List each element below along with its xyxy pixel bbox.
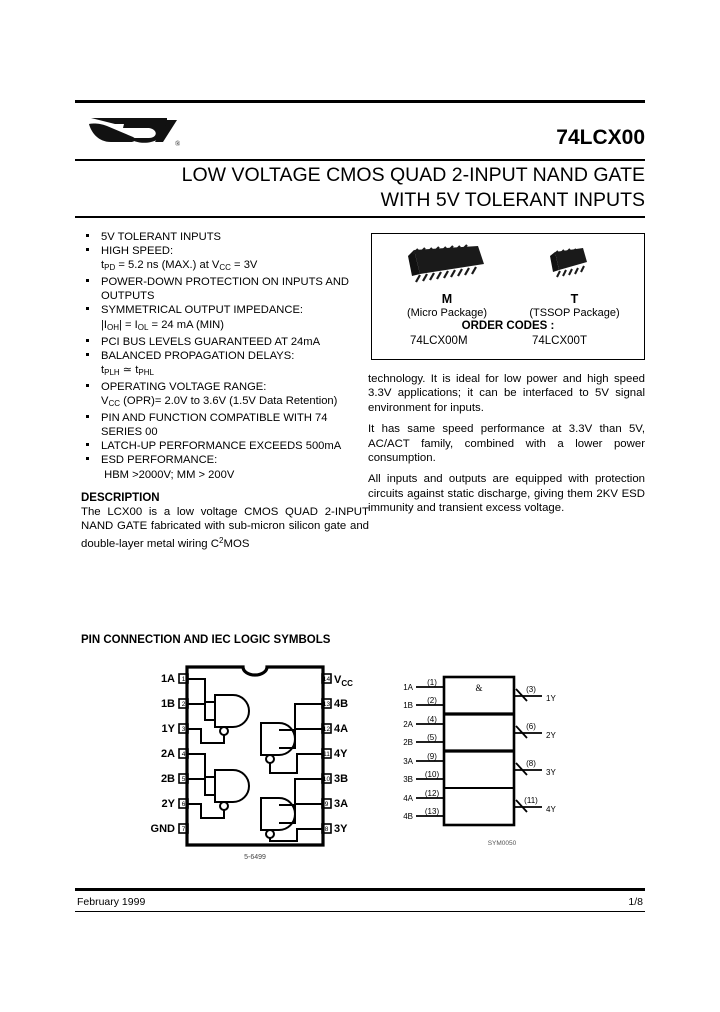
- svg-text:VCC: $V_{CC}$: [334, 674, 353, 688]
- svg-text:7: 7: [181, 826, 186, 833]
- svg-text:6: 6: [181, 801, 186, 808]
- iec-output-label: 2Y: [546, 731, 556, 740]
- iec-input-pin-number: (4): [427, 715, 437, 724]
- svg-text:4B: 4B: [334, 698, 349, 710]
- bullet-icon: [86, 307, 89, 310]
- svg-text:GND: GND: [150, 823, 175, 835]
- svg-text:1B: 1B: [160, 698, 175, 710]
- st-logo: [85, 108, 185, 150]
- bullet-icon: [86, 443, 89, 446]
- iec-output-pin-number: (6): [526, 722, 536, 731]
- header-bottom-rule: [75, 216, 645, 218]
- features-list: [81, 230, 371, 482]
- feature-text: POWER-DOWN PROTECTION ON INPUTS AND OUTPUTS: [101, 276, 349, 303]
- bullet-icon: [86, 248, 89, 251]
- description-right-column: [368, 372, 645, 523]
- title-line-1: LOW VOLTAGE CMOS QUAD 2-INPUT NAND GATE: [181, 164, 645, 186]
- feature-text: ESD PERFORMANCE:: [101, 454, 218, 467]
- package-label-m: [392, 292, 502, 319]
- iec-input-label: 1A: [403, 683, 413, 692]
- feature-text: SYMMETRICAL OUTPUT IMPEDANCE:: [101, 304, 304, 317]
- package-label-t: [512, 292, 637, 319]
- iec-and-symbol: &: [475, 683, 483, 693]
- header-top-rule: [75, 100, 645, 103]
- iec-input-pin-number: (12): [424, 789, 440, 798]
- iec-output-label: 3Y: [546, 768, 556, 777]
- feature-text: LATCH-UP PERFORMANCE EXCEEDS 500mA: [101, 440, 342, 453]
- svg-text:9: 9: [324, 801, 329, 808]
- svg-text:8: 8: [324, 826, 329, 833]
- feature-text: OPERATING VOLTAGE RANGE:: [101, 380, 267, 393]
- bullet-icon: [86, 339, 89, 342]
- bullet-icon: [86, 353, 89, 356]
- feature-subtext: $t_{PLH}$ ≃ $t_{PHL}$: [101, 363, 154, 377]
- tssop-package-icon: [547, 246, 595, 295]
- iec-input-label: 1B: [403, 701, 413, 710]
- feature-subtext: $V_{CC}$ (OPR)= 2.0V to 3.6V (1.5V Data Retention): [101, 395, 338, 409]
- title-line-2: WITH 5V TOLERANT INPUTS: [380, 189, 645, 211]
- feature-subtext: HBM >2000V; MM > 200V: [101, 468, 235, 481]
- feature-item: [81, 349, 371, 380]
- feature-text: 5V TOLERANT INPUTS: [101, 231, 221, 243]
- bullet-icon: [86, 457, 89, 460]
- svg-text:1A: 1A: [160, 673, 175, 685]
- iec-reference-code: SYM0050: [487, 840, 517, 847]
- description-heading: DESCRIPTION: [81, 492, 160, 504]
- description-paragraph: technology. It is ideal for low power and high speed 3.3V applications; it can be interfaced to 5V signal environment for inputs.: [368, 373, 645, 414]
- feature-item: [81, 411, 371, 439]
- feature-item: [81, 439, 371, 453]
- svg-text:1: 1: [181, 676, 186, 683]
- dip-reference-code: 5-6499: [244, 854, 266, 861]
- bullet-icon: [86, 415, 89, 418]
- iec-input-label: 4A: [403, 794, 413, 803]
- svg-text:2A: 2A: [160, 748, 175, 760]
- order-code-m: 74LCX00M: [410, 335, 468, 347]
- footer-bottom-rule: [75, 911, 645, 912]
- package-name-t: (TSSOP Package): [529, 307, 620, 319]
- iec-input-pin-number: (13): [424, 807, 440, 816]
- iec-output-label: 4Y: [546, 805, 556, 814]
- svg-text:10: 10: [322, 776, 331, 783]
- page-title: [75, 163, 645, 213]
- dip-pin-connection-diagram: [145, 655, 385, 865]
- iec-input-pin-number: (2): [427, 696, 437, 705]
- feature-item: [81, 453, 371, 481]
- svg-text:3: 3: [181, 726, 186, 733]
- description-paragraph: It has same speed performance at 3.3V than 5V, AC/ACT family, combined with a lower power consumption.: [368, 423, 645, 465]
- iec-input-pin-number: (10): [424, 770, 440, 779]
- svg-text:4: 4: [181, 751, 186, 758]
- iec-output-label: 1Y: [546, 694, 556, 703]
- svg-text:4A: 4A: [334, 723, 349, 735]
- bullet-icon: [86, 234, 89, 237]
- feature-text: PIN AND FUNCTION COMPATIBLE WITH 74 SERIES 00: [101, 412, 328, 439]
- feature-item: [81, 380, 371, 411]
- iec-input-pin-number: (1): [427, 678, 437, 687]
- description-paragraph: All inputs and outputs are equipped with protection circuits against static discharge, giving them 2KV ESD immunity and transient excess voltage.: [368, 473, 645, 515]
- feature-text: BALANCED PROPAGATION DELAYS:: [101, 349, 295, 362]
- feature-item: [81, 335, 371, 349]
- order-codes-heading: ORDER CODES :: [461, 320, 555, 332]
- iec-logic-symbol-diagram: [390, 665, 580, 855]
- feature-item: [81, 303, 371, 334]
- iec-input-label: 2B: [403, 738, 413, 747]
- svg-text:®: ®: [175, 140, 181, 148]
- description-left-text: The LCX00 is a low voltage CMOS QUAD 2-INPUT NAND GATE fabricated with sub-micron silicon gate and double-layer metal wiring $C^2MOS$: [81, 506, 369, 550]
- svg-text:1Y: 1Y: [161, 723, 175, 735]
- iec-output-pin-number: (3): [526, 685, 536, 694]
- feature-item: [81, 275, 371, 303]
- iec-input-pin-number: (5): [427, 733, 437, 742]
- iec-input-label: 3B: [403, 775, 413, 784]
- svg-text:12: 12: [322, 726, 331, 733]
- iec-input-label: 4B: [403, 812, 413, 821]
- svg-text:13: 13: [322, 701, 331, 708]
- order-code-t: 74LCX00T: [532, 335, 587, 347]
- footer-top-rule: [75, 888, 645, 891]
- package-name-m: (Micro Package): [406, 307, 488, 319]
- iec-input-label: 3A: [403, 757, 413, 766]
- svg-text:2B: 2B: [160, 773, 175, 785]
- feature-subtext: $|I_{OH}| = I_{OL} = 24$ mA (MIN): [101, 318, 224, 332]
- package-letter-m: M: [441, 292, 453, 306]
- svg-text:2Y: 2Y: [161, 798, 175, 810]
- diagrams-container: [75, 655, 645, 870]
- footer-date: February 1999: [77, 896, 146, 908]
- feature-subtext: $t_{PD} = 5.2$ ns (MAX.) at $V_{CC} = 3V$: [101, 259, 258, 273]
- pin-connection-heading: PIN CONNECTION AND IEC LOGIC SYMBOLS: [81, 634, 331, 646]
- svg-text:4Y: 4Y: [334, 748, 348, 760]
- svg-text:3B: 3B: [334, 773, 349, 785]
- svg-text:3Y: 3Y: [334, 823, 348, 835]
- header-mid-rule: [75, 159, 645, 161]
- package-box: [371, 233, 645, 360]
- iec-input-label: 2A: [403, 720, 413, 729]
- iec-input-pin-number: (9): [427, 752, 437, 761]
- iec-output-pin-number: (8): [526, 759, 536, 768]
- bullet-icon: [86, 279, 89, 282]
- footer-page-number: 1/8: [628, 896, 643, 908]
- svg-text:2: 2: [181, 701, 186, 708]
- part-number: 74LCX00: [556, 126, 645, 149]
- svg-text:11: 11: [323, 751, 330, 758]
- svg-text:3A: 3A: [334, 798, 349, 810]
- feature-item: [81, 244, 371, 275]
- package-letter-t: T: [570, 292, 579, 306]
- svg-text:14: 14: [322, 676, 331, 683]
- feature-item: [81, 230, 371, 244]
- feature-text: PCI BUS LEVELS GUARANTEED AT 24mA: [101, 335, 321, 348]
- feature-text: HIGH SPEED:: [101, 245, 174, 258]
- svg-text:5: 5: [181, 776, 186, 783]
- iec-output-pin-number: (11): [524, 796, 538, 805]
- datasheet-page: [75, 0, 645, 1012]
- bullet-icon: [86, 384, 89, 387]
